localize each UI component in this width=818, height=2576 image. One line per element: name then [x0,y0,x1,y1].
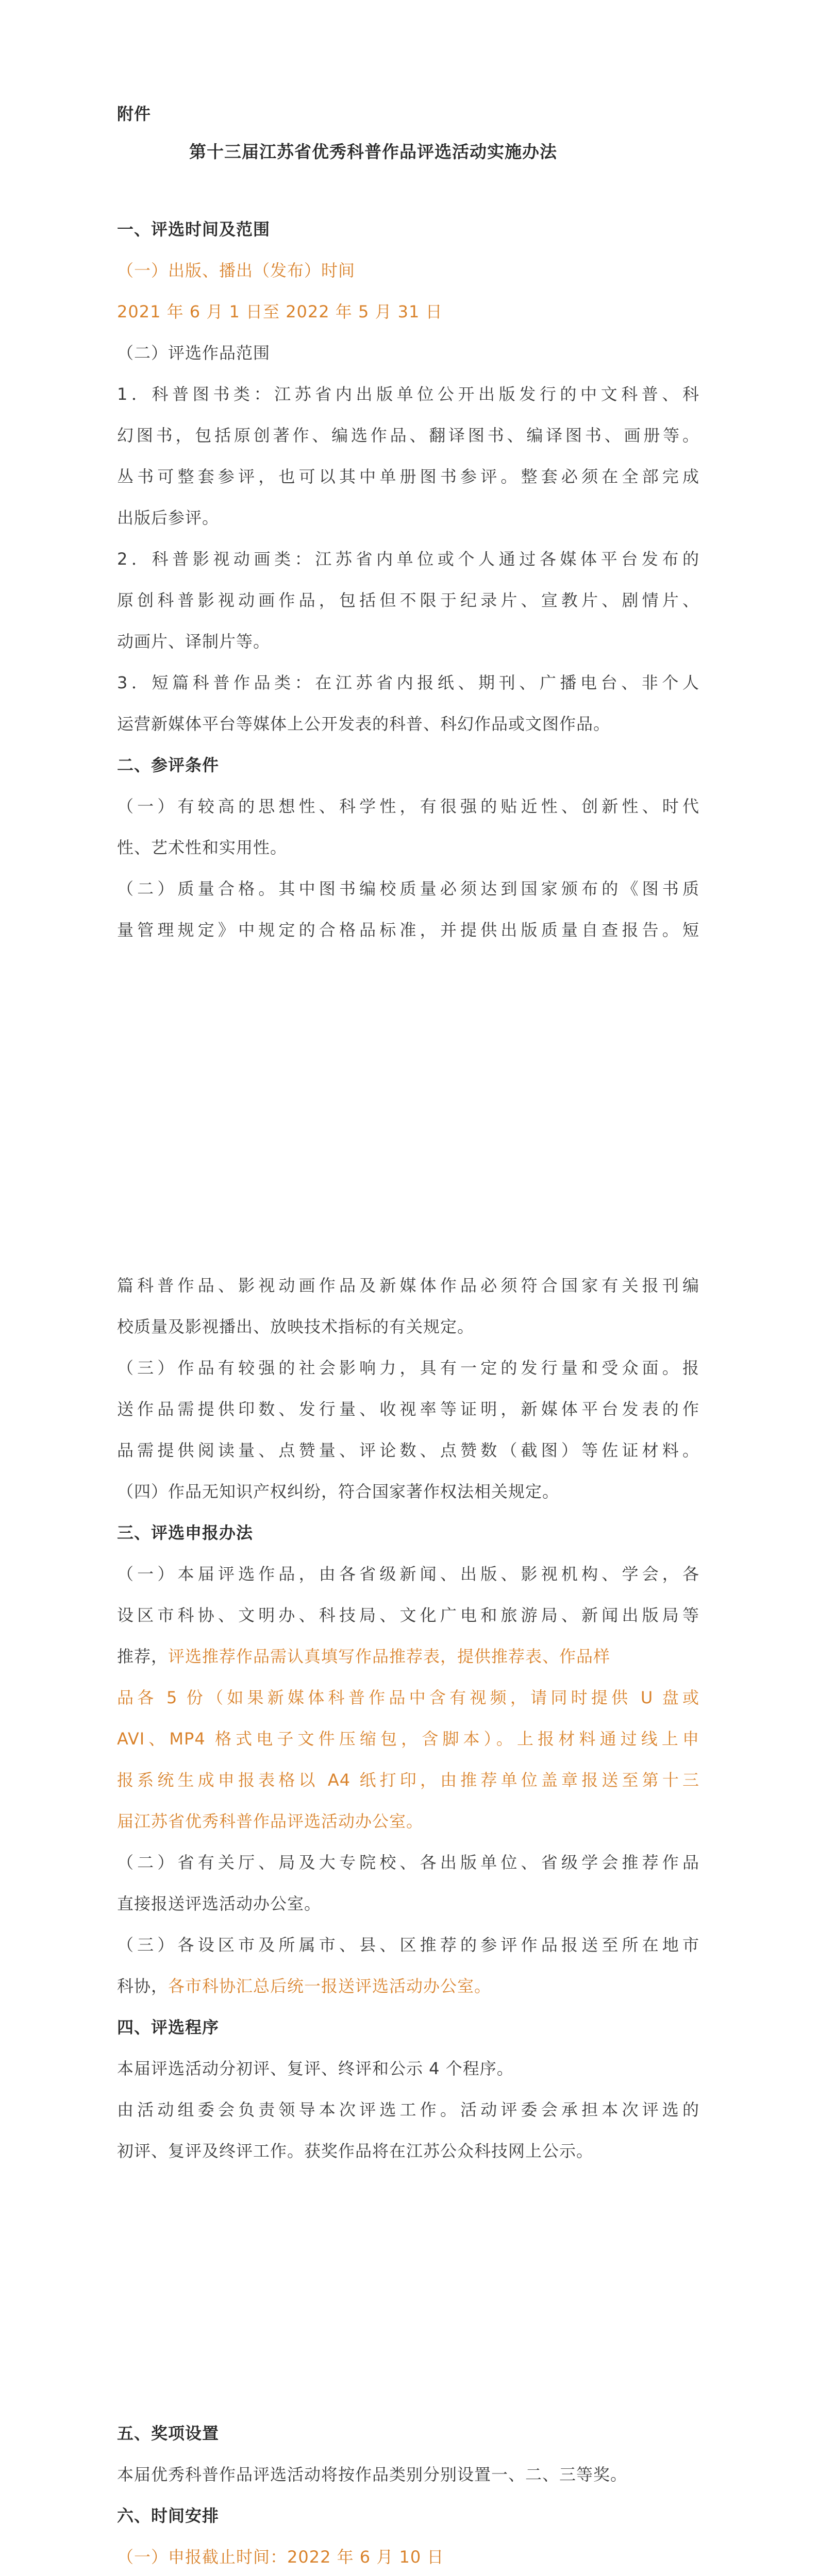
s3-p1-text: 推荐， [117,1647,169,1666]
s1-sub-heading-2: （二）评选作品范围 [117,343,271,363]
section-6-heading: 六、时间安排 [117,2506,220,2526]
s3-p3-line: （三）各设区市及所属市、县、区推荐的参评作品报送至所在地市 [117,1935,699,1955]
s2-p2-line: 篇科普作品、影视动画作品及新媒体作品必须符合国家有关报刊编 [117,1276,699,1295]
s2-p1-line: 性、艺术性和实用性。 [117,838,288,857]
s1-p1-line: 1．科普图书类：江苏省内出版单位公开出版发行的中文科普、科 [117,384,699,404]
s3-p3-line [117,1974,699,1998]
s2-p4: （四）作品无知识产权纠纷，符合国家著作权法相关规定。 [117,1482,560,1501]
s1-p1-line: 幻图书，包括原创著作、编选作品、翻译图书、编译图书、画册等。 [117,426,699,445]
section-1-heading: 一、评选时间及范围 [117,219,271,239]
s1-p1-line: 出版后参评。 [117,508,220,528]
section-3-heading: 三、评选申报办法 [117,1523,254,1543]
s3-p3-highlight: 各市科协汇总后统一报送评选活动办公室。 [168,1976,492,1996]
s2-p3-line: （三）作品有较强的社会影响力，具有一定的发行量和受众面。报 [117,1358,699,1378]
s3-p2-line: （二）省有关厅、局及大专院校、各出版单位、省级学会推荐作品 [117,1853,699,1872]
s2-p3-line: 送作品需提供印数、发行量、收视率等证明，新媒体平台发表的作 [117,1399,699,1419]
s1-sub-heading-1: （一）出版、播出（发布）时间 [117,261,356,280]
s1-p3-line: 3．短篇科普作品类：在江苏省内报纸、期刊、广播电台、非个人 [117,673,699,692]
s2-p2-line: 校质量及影视播出、放映技术指标的有关规定。 [117,1317,475,1336]
schedule-item: （一）申报截止时间：2022 年 6 月 10 日 [117,2547,444,2567]
s1-p2-line: 2．科普影视动画类：江苏省内单位或个人通过各媒体平台发布的 [117,549,699,569]
s1-p2-line: 原创科普影视动画作品，包括但不限于纪录片、宣教片、剧情片、 [117,590,699,610]
s3-p1-line: 设区市科协、文明办、科技局、文化广电和旅游局、新闻出版局等 [117,1605,699,1625]
s1-p1-line: 丛书可整套参评，也可以其中单册图书参评。整套必须在全部完成 [117,467,699,486]
s3-p1-highlight-line: AVI、MP4 格式电子文件压缩包，含脚本）。上报材料通过线上申 [117,1729,699,1749]
s2-p2-line: 量管理规定》中规定的合格品标准，并提供出版质量自查报告。短 [117,920,699,940]
section-4-heading: 四、评选程序 [117,2018,220,2037]
s5-p1: 本届优秀科普作品评选活动将按作品类别分别设置一、二、三等奖。 [117,2465,628,2484]
s3-p3-text: 科协， [117,1976,169,1996]
s1-p3-line: 运营新媒体平台等媒体上公开发表的科普、科幻作品或文图作品。 [117,714,611,734]
s2-p2-line: （二）质量合格。其中图书编校质量必须达到国家颁布的《图书质 [117,879,699,899]
s1-p2-line: 动画片、译制片等。 [117,632,271,651]
s3-p1-line [117,1645,699,1668]
s2-p1-line: （一）有较高的思想性、科学性，有很强的贴近性、创新性、时代 [117,796,699,816]
s2-p3-line: 品需提供阅读量、点赞量、评论数、点赞数（截图）等佐证材料。 [117,1440,699,1460]
s4-p1: 本届评选活动分初评、复评、终评和公示 4 个程序。 [117,2059,514,2078]
s3-p2-line: 直接报送评选活动办公室。 [117,1894,322,1913]
s4-p2-line: 由活动组委会负责领导本次评选工作。活动评委会承担本次评选的 [117,2100,699,2120]
section-2-heading: 二、参评条件 [117,755,220,775]
s3-p1-highlight: 评选推荐作品需认真填写作品推荐表，提供推荐表、作品样 [168,1647,611,1666]
s4-p2-line: 初评、复评及终评工作。获奖作品将在江苏公众科技网上公示。 [117,2141,594,2161]
s3-p1-highlight-line: 品各 5 份（如果新媒体科普作品中含有视频，请同时提供 U 盘或 [117,1688,699,1707]
document-title: 第十三届江苏省优秀科普作品评选活动实施办法 [189,142,557,162]
s3-p1-highlight-line: 届江苏省优秀科普作品评选活动办公室。 [117,1811,424,1831]
s3-p1-line: （一）本届评选作品，由各省级新闻、出版、影视机构、学会，各 [117,1564,699,1584]
s1-date-range: 2021 年 6 月 1 日至 2022 年 5 月 31 日 [117,302,443,321]
s3-p1-highlight-line: 报系统生成申报表格以 A4 纸打印，由推荐单位盖章报送至第十三 [117,1770,699,1790]
section-5-heading: 五、奖项设置 [117,2424,220,2443]
attachment-label: 附件 [117,104,152,124]
